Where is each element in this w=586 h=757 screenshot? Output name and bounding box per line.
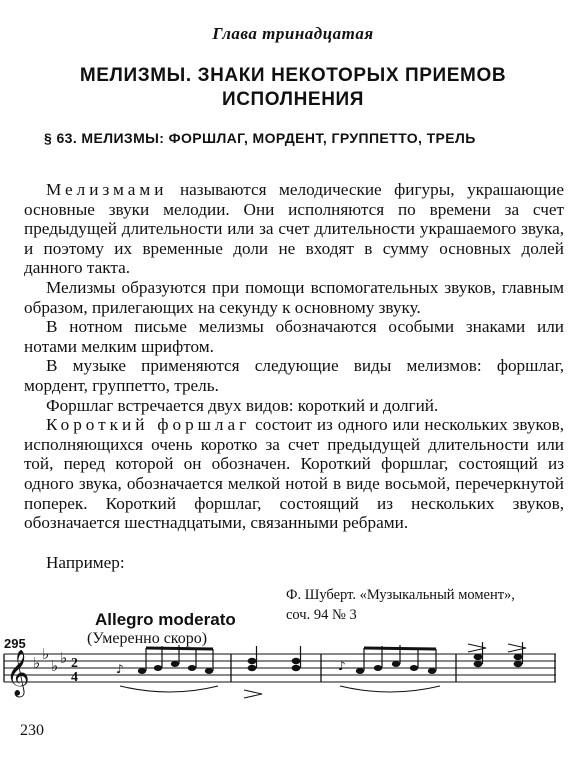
paragraph-3: В нотном письме мелизмы обозначаются особыми знаками или нотами мелким шрифтом. [24,317,564,356]
paragraph-4: В музыке применяются следующие виды мелизмов: форшлаг, мордент, группетто, трель. [24,356,564,395]
paragraph-6-text: состоит из одного или нескольких звуков, исполняющихся очень коротко за счет предыдущей длительности или той, перед которой он обозначен. Короткий форшлаг, состоящий из одного звука, обозначается мелкой нотой в виде восьмой, перечеркнутой поперек. Короткий форшлаг, состоящий из нескольких звуков, обозначается шестнадцатыми, связанными ребрами. [24,415,565,533]
svg-text:♭: ♭ [51,657,59,675]
section-heading: § 63. МЕЛИЗМЫ: ФОРШЛАГ, МОРДЕНТ, ГРУППЕТТО, ТРЕЛЬ [44,130,476,146]
time-signature [71,656,78,685]
staff-lines [4,654,556,682]
chapter-heading: Глава тринадцатая [212,24,374,43]
source-opus: соч. 94 № 3 [286,607,357,623]
chapter-title-line-1: МЕЛИЗМЫ. ЗНАКИ НЕКОТОРЫХ ПРИЕМОВ [79,65,507,86]
paragraph-1-text: называются мелодические фигуры, украшающие основные звуки мелодии. Они исполняются по времени за счет предыдущей длительности или за счет длительности украшаемого звука, и поэтому их временные доли не входят в сумму основных долей данного такта. [24,180,564,278]
music-staff [0,640,586,710]
time-signature-bottom: 4 [71,670,78,685]
source-composer-work: Ф. Шуберт. «Музыкальный момент», [286,587,515,603]
tempo-marking: Allegro moderato [95,610,236,629]
svg-text:♪: ♪ [338,659,346,673]
term-melismas: Мелизмами [46,180,168,199]
paragraph-2: Мелизмы образуются при помощи вспомогательных звуков, главным образом, прилегающих на секунду к основному звуку. [24,277,564,317]
svg-text:♭: ♭ [42,645,50,663]
time-signature-top: 2 [71,656,78,671]
svg-text:♭: ♭ [33,654,41,672]
svg-text:𝄞: 𝄞 [6,650,30,696]
term-short-grace-note: Короткий форшлаг [46,415,251,435]
chapter-title-line-2: ИСПОЛНЕНИЯ [221,89,365,110]
treble-clef-icon [6,650,30,698]
music-source-citation [286,585,556,625]
paragraph-1 [24,180,564,278]
measure-4-notes [468,642,526,667]
paragraph-6 [24,415,564,533]
body-text [24,180,564,533]
svg-text:♭: ♭ [60,649,68,667]
paragraph-5: Форшлаг встречается двух видов: короткий и долгий. [46,395,439,415]
chapter-title [30,64,556,112]
measure-number: 295 [4,636,26,651]
example-label: Например: [46,553,125,572]
svg-text:♪: ♪ [116,662,124,676]
page-number: 230 [20,722,44,739]
tempo-translation: (Умеренно скоро) [87,630,208,647]
key-signature-flats [33,645,67,675]
